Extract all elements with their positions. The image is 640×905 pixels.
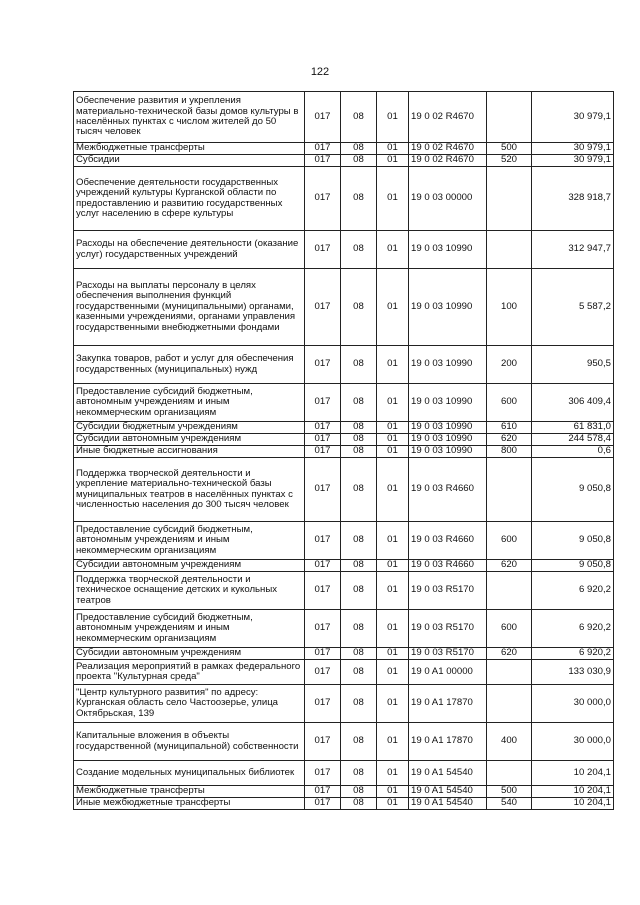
csr-code-cell: 19 0 03 00000 xyxy=(409,167,487,231)
amount-cell: 9 050,8 xyxy=(532,458,614,522)
pr-code-cell: 01 xyxy=(377,660,409,685)
gr-code-cell: 017 xyxy=(305,610,341,648)
csr-code-cell: 19 0 03 10990 xyxy=(409,269,487,346)
row-name-cell: Межбюджетные трансферты xyxy=(74,786,305,798)
table-row xyxy=(74,155,614,167)
row-name-cell: "Центр культурного развития" по адресу: Курганская область село Частоозерье, улица Октябрьская, 139 xyxy=(74,685,305,723)
table-row xyxy=(74,346,614,384)
gr-code-cell: 017 xyxy=(305,560,341,572)
gr-code-cell: 017 xyxy=(305,786,341,798)
pr-code-cell: 01 xyxy=(377,167,409,231)
pr-code-cell: 01 xyxy=(377,458,409,522)
table-row xyxy=(74,434,614,446)
csr-code-cell: 19 0 03 10990 xyxy=(409,434,487,446)
vr-code-cell xyxy=(487,572,532,610)
pr-code-cell: 01 xyxy=(377,92,409,143)
rz-code-cell: 08 xyxy=(341,798,377,810)
table-row xyxy=(74,522,614,560)
pr-code-cell: 01 xyxy=(377,648,409,660)
row-name-cell: Субсидии автономным учреждениям xyxy=(74,434,305,446)
pr-code-cell: 01 xyxy=(377,143,409,155)
pr-code-cell: 01 xyxy=(377,155,409,167)
table-row xyxy=(74,648,614,660)
vr-code-cell: 400 xyxy=(487,723,532,761)
pr-code-cell: 01 xyxy=(377,422,409,434)
pr-code-cell: 01 xyxy=(377,446,409,458)
amount-cell: 9 050,8 xyxy=(532,560,614,572)
rz-code-cell: 08 xyxy=(341,458,377,522)
pr-code-cell: 01 xyxy=(377,560,409,572)
csr-code-cell: 19 0 A1 54540 xyxy=(409,798,487,810)
csr-code-cell: 19 0 03 R5170 xyxy=(409,610,487,648)
row-name-cell: Межбюджетные трансферты xyxy=(74,143,305,155)
vr-code-cell xyxy=(487,685,532,723)
row-name-cell: Субсидии бюджетным учреждениям xyxy=(74,422,305,434)
csr-code-cell: 19 0 03 R4660 xyxy=(409,522,487,560)
gr-code-cell: 017 xyxy=(305,155,341,167)
row-name-cell: Предоставление субсидий бюджетным, автономным учреждениям и иным некоммерческим организациям xyxy=(74,610,305,648)
csr-code-cell: 19 0 03 10990 xyxy=(409,422,487,434)
gr-code-cell: 017 xyxy=(305,269,341,346)
vr-code-cell xyxy=(487,92,532,143)
table-row xyxy=(74,786,614,798)
rz-code-cell: 08 xyxy=(341,167,377,231)
csr-code-cell: 19 0 03 R4660 xyxy=(409,458,487,522)
table-row xyxy=(74,384,614,422)
amount-cell: 30 000,0 xyxy=(532,723,614,761)
rz-code-cell: 08 xyxy=(341,786,377,798)
amount-cell: 0,6 xyxy=(532,446,614,458)
amount-cell: 30 979,1 xyxy=(532,92,614,143)
table-row xyxy=(74,798,614,810)
vr-code-cell: 200 xyxy=(487,346,532,384)
pr-code-cell: 01 xyxy=(377,572,409,610)
vr-code-cell: 540 xyxy=(487,798,532,810)
rz-code-cell: 08 xyxy=(341,723,377,761)
rz-code-cell: 08 xyxy=(341,572,377,610)
csr-code-cell: 19 0 03 R4660 xyxy=(409,560,487,572)
csr-code-cell: 19 0 03 R5170 xyxy=(409,572,487,610)
csr-code-cell: 19 0 A1 00000 xyxy=(409,660,487,685)
table-row xyxy=(74,422,614,434)
vr-code-cell: 620 xyxy=(487,434,532,446)
gr-code-cell: 017 xyxy=(305,798,341,810)
pr-code-cell: 01 xyxy=(377,610,409,648)
table-row xyxy=(74,761,614,786)
csr-code-cell: 19 0 03 R5170 xyxy=(409,648,487,660)
table-row xyxy=(74,685,614,723)
table-row xyxy=(74,610,614,648)
row-name-cell: Расходы на обеспечение деятельности (оказание услуг) государственных учреждений xyxy=(74,231,305,269)
table-row xyxy=(74,723,614,761)
amount-cell: 9 050,8 xyxy=(532,522,614,560)
rz-code-cell: 08 xyxy=(341,143,377,155)
gr-code-cell: 017 xyxy=(305,446,341,458)
rz-code-cell: 08 xyxy=(341,446,377,458)
row-name-cell: Обеспечение деятельности государственных учреждений культуры Курганской области по предоставлению и развитию государственных услуг населению в сфере культуры xyxy=(74,167,305,231)
vr-code-cell: 620 xyxy=(487,648,532,660)
amount-cell: 6 920,2 xyxy=(532,572,614,610)
row-name-cell: Иные бюджетные ассигнования xyxy=(74,446,305,458)
vr-code-cell xyxy=(487,458,532,522)
rz-code-cell: 08 xyxy=(341,269,377,346)
rz-code-cell: 08 xyxy=(341,610,377,648)
csr-code-cell: 19 0 02 R4670 xyxy=(409,92,487,143)
amount-cell: 306 409,4 xyxy=(532,384,614,422)
vr-code-cell xyxy=(487,231,532,269)
vr-code-cell: 600 xyxy=(487,610,532,648)
rz-code-cell: 08 xyxy=(341,648,377,660)
pr-code-cell: 01 xyxy=(377,685,409,723)
rz-code-cell: 08 xyxy=(341,231,377,269)
amount-cell: 244 578,4 xyxy=(532,434,614,446)
csr-code-cell: 19 0 02 R4670 xyxy=(409,143,487,155)
budget-table xyxy=(73,91,614,810)
table-row xyxy=(74,92,614,143)
rz-code-cell: 08 xyxy=(341,685,377,723)
csr-code-cell: 19 0 03 10990 xyxy=(409,231,487,269)
vr-code-cell: 500 xyxy=(487,143,532,155)
page-number: 122 xyxy=(310,66,330,78)
rz-code-cell: 08 xyxy=(341,660,377,685)
gr-code-cell: 017 xyxy=(305,231,341,269)
gr-code-cell: 017 xyxy=(305,384,341,422)
row-name-cell: Закупка товаров, работ и услуг для обеспечения государственных (муниципальных) нужд xyxy=(74,346,305,384)
csr-code-cell: 19 0 03 10990 xyxy=(409,346,487,384)
vr-code-cell xyxy=(487,167,532,231)
row-name-cell: Обеспечение развития и укрепления материально-технической базы домов культуры в населённых пунктах с числом жителей до 50 тысяч человек xyxy=(74,92,305,143)
amount-cell: 10 204,1 xyxy=(532,786,614,798)
rz-code-cell: 08 xyxy=(341,434,377,446)
pr-code-cell: 01 xyxy=(377,231,409,269)
pr-code-cell: 01 xyxy=(377,269,409,346)
amount-cell: 328 918,7 xyxy=(532,167,614,231)
csr-code-cell: 19 0 A1 54540 xyxy=(409,761,487,786)
rz-code-cell: 08 xyxy=(341,761,377,786)
pr-code-cell: 01 xyxy=(377,798,409,810)
table-row xyxy=(74,660,614,685)
rz-code-cell: 08 xyxy=(341,560,377,572)
gr-code-cell: 017 xyxy=(305,660,341,685)
vr-code-cell: 520 xyxy=(487,155,532,167)
amount-cell: 10 204,1 xyxy=(532,798,614,810)
rz-code-cell: 08 xyxy=(341,422,377,434)
rz-code-cell: 08 xyxy=(341,384,377,422)
table-row xyxy=(74,446,614,458)
table-row xyxy=(74,560,614,572)
gr-code-cell: 017 xyxy=(305,434,341,446)
gr-code-cell: 017 xyxy=(305,458,341,522)
amount-cell: 133 030,9 xyxy=(532,660,614,685)
row-name-cell: Субсидии автономным учреждениям xyxy=(74,648,305,660)
table-row xyxy=(74,269,614,346)
vr-code-cell xyxy=(487,660,532,685)
row-name-cell: Создание модельных муниципальных библиотек xyxy=(74,761,305,786)
vr-code-cell xyxy=(487,761,532,786)
pr-code-cell: 01 xyxy=(377,761,409,786)
row-name-cell: Поддержка творческой деятельности и техническое оснащение детских и кукольных театров xyxy=(74,572,305,610)
table-row xyxy=(74,572,614,610)
table-row xyxy=(74,167,614,231)
pr-code-cell: 01 xyxy=(377,346,409,384)
amount-cell: 30 000,0 xyxy=(532,685,614,723)
row-name-cell: Капитальные вложения в объекты государственной (муниципальной) собственности xyxy=(74,723,305,761)
gr-code-cell: 017 xyxy=(305,167,341,231)
rz-code-cell: 08 xyxy=(341,522,377,560)
pr-code-cell: 01 xyxy=(377,522,409,560)
gr-code-cell: 017 xyxy=(305,143,341,155)
gr-code-cell: 017 xyxy=(305,723,341,761)
amount-cell: 10 204,1 xyxy=(532,761,614,786)
pr-code-cell: 01 xyxy=(377,434,409,446)
csr-code-cell: 19 0 03 10990 xyxy=(409,384,487,422)
vr-code-cell: 800 xyxy=(487,446,532,458)
row-name-cell: Иные межбюджетные трансферты xyxy=(74,798,305,810)
amount-cell: 5 587,2 xyxy=(532,269,614,346)
vr-code-cell: 600 xyxy=(487,522,532,560)
amount-cell: 30 979,1 xyxy=(532,155,614,167)
rz-code-cell: 08 xyxy=(341,155,377,167)
row-name-cell: Реализация мероприятий в рамках федерального проекта "Культурная среда" xyxy=(74,660,305,685)
amount-cell: 61 831,0 xyxy=(532,422,614,434)
pr-code-cell: 01 xyxy=(377,384,409,422)
gr-code-cell: 017 xyxy=(305,422,341,434)
row-name-cell: Поддержка творческой деятельности и укрепление материально-технической базы муниципальных театров в населённых пунктах с численностью населения до 300 тысяч человек xyxy=(74,458,305,522)
pr-code-cell: 01 xyxy=(377,786,409,798)
row-name-cell: Субсидии автономным учреждениям xyxy=(74,560,305,572)
vr-code-cell: 610 xyxy=(487,422,532,434)
vr-code-cell: 600 xyxy=(487,384,532,422)
table-row xyxy=(74,458,614,522)
vr-code-cell: 500 xyxy=(487,786,532,798)
vr-code-cell: 620 xyxy=(487,560,532,572)
pr-code-cell: 01 xyxy=(377,723,409,761)
table-row xyxy=(74,231,614,269)
row-name-cell: Предоставление субсидий бюджетным, автономным учреждениям и иным некоммерческим организациям xyxy=(74,384,305,422)
gr-code-cell: 017 xyxy=(305,572,341,610)
row-name-cell: Расходы на выплаты персоналу в целях обеспечения выполнения функций государственными (муниципальными) органами, казенными учреждениями, органами управления государственными внебюджетными фондами xyxy=(74,269,305,346)
csr-code-cell: 19 0 02 R4670 xyxy=(409,155,487,167)
gr-code-cell: 017 xyxy=(305,346,341,384)
rz-code-cell: 08 xyxy=(341,92,377,143)
amount-cell: 312 947,7 xyxy=(532,231,614,269)
amount-cell: 6 920,2 xyxy=(532,648,614,660)
row-name-cell: Предоставление субсидий бюджетным, автономным учреждениям и иным некоммерческим организациям xyxy=(74,522,305,560)
gr-code-cell: 017 xyxy=(305,685,341,723)
vr-code-cell: 100 xyxy=(487,269,532,346)
row-name-cell: Субсидии xyxy=(74,155,305,167)
csr-code-cell: 19 0 A1 54540 xyxy=(409,786,487,798)
amount-cell: 30 979,1 xyxy=(532,143,614,155)
gr-code-cell: 017 xyxy=(305,761,341,786)
gr-code-cell: 017 xyxy=(305,92,341,143)
amount-cell: 950,5 xyxy=(532,346,614,384)
csr-code-cell: 19 0 A1 17870 xyxy=(409,723,487,761)
csr-code-cell: 19 0 03 10990 xyxy=(409,446,487,458)
csr-code-cell: 19 0 A1 17870 xyxy=(409,685,487,723)
gr-code-cell: 017 xyxy=(305,522,341,560)
table-row xyxy=(74,143,614,155)
gr-code-cell: 017 xyxy=(305,648,341,660)
rz-code-cell: 08 xyxy=(341,346,377,384)
amount-cell: 6 920,2 xyxy=(532,610,614,648)
